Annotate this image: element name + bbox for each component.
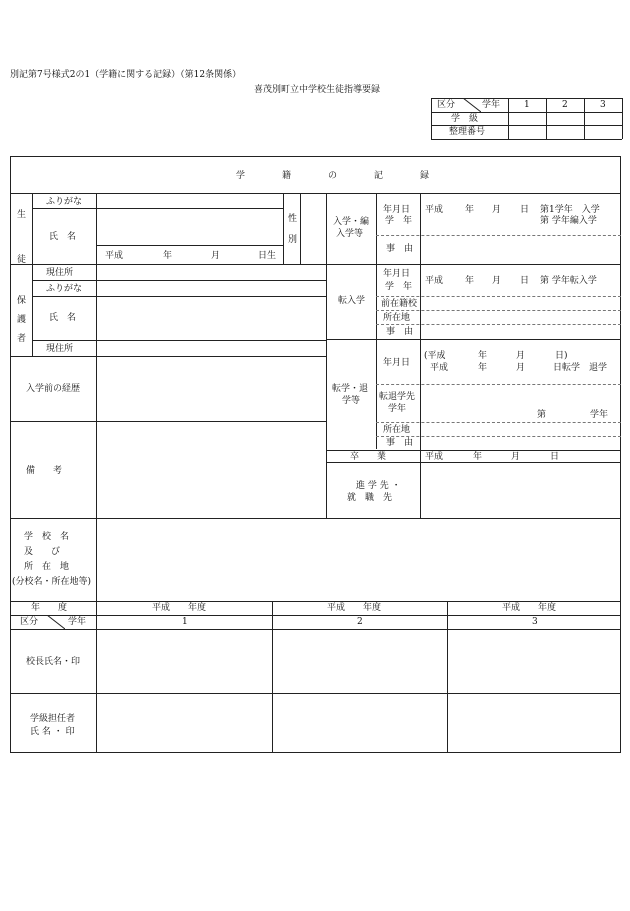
birth-day: 日生	[258, 251, 277, 261]
transfer-out-year-2: 年	[478, 363, 488, 373]
bottom-gakunen-label: 学年	[68, 617, 87, 627]
bottom-year-3: 3	[532, 617, 538, 627]
school-label-2: 及 び	[24, 547, 61, 557]
transfer-dest-grade-label: 学年	[388, 404, 407, 414]
notes-label: 備 考	[26, 466, 63, 476]
transfer-out-reason-label: 事 由	[386, 438, 414, 448]
transfer-out-date-label: 年月日	[383, 358, 411, 368]
transfer-dest-grade-prefix: 第	[537, 410, 547, 420]
form-reference: 別記第7号様式2の1（学籍に関する記録）（第12条関係）	[10, 70, 242, 80]
nendo-year-2: 平成 年度	[327, 603, 382, 613]
graduation-month: 月	[511, 452, 521, 462]
admission-label-2: 入学等	[336, 229, 364, 239]
principal-label: 校長氏名・印	[26, 657, 81, 667]
admission-grade-1: 第1学年 入学	[540, 205, 600, 215]
transfer-in-month: 月	[492, 276, 502, 286]
form-title: 学 籍 の 記 録	[236, 171, 444, 181]
birth-year: 年	[163, 251, 173, 261]
year-1-header: 1	[524, 100, 530, 110]
graduation-day: 日	[550, 452, 560, 462]
transfer-in-location-label: 所在地	[383, 313, 411, 323]
kubun-label: 区分	[437, 100, 456, 110]
transfer-out-year-1: 年	[478, 351, 488, 361]
nendo-year-1: 平成 年度	[152, 603, 207, 613]
transfer-dest-label: 転退学先	[379, 392, 416, 402]
guardian-label-3: 者	[17, 334, 27, 344]
teacher-label-2: 氏 名 ・ 印	[30, 727, 75, 737]
sex-label-2: 別	[288, 235, 298, 245]
bottom-year-1: 1	[182, 617, 188, 627]
gakunen-label: 学年	[482, 100, 501, 110]
guardian-label-1: 保	[17, 296, 27, 306]
transfer-in-grade: 第 学年転入学	[540, 276, 597, 286]
transfer-in-reason-label: 事 由	[386, 327, 414, 337]
sex-label-1: 性	[288, 214, 298, 224]
guardian-furigana-label: ふりがな	[46, 284, 83, 294]
transfer-out-era-1: (平成	[424, 351, 446, 361]
transfer-in-year: 年	[465, 276, 475, 286]
transfer-out-month-1: 月	[516, 351, 526, 361]
year-3-header: 3	[600, 100, 606, 110]
class-label: 学 級	[451, 114, 479, 124]
transfer-out-month-2: 月	[516, 363, 526, 373]
student-label-1: 生	[17, 210, 27, 220]
birth-era: 平成	[105, 251, 124, 261]
admission-transfer-grade: 第 学年編入学	[540, 216, 597, 226]
diagonal-divider	[47, 615, 65, 629]
bottom-year-2: 2	[357, 617, 363, 627]
transfer-out-day-1: 日)	[555, 351, 568, 361]
document-title: 喜茂別町立中学校生徒指導要録	[254, 85, 381, 95]
graduation-era: 平成	[425, 452, 444, 462]
transfer-out-era-2: 平成	[430, 363, 449, 373]
number-label: 整理番号	[449, 127, 486, 137]
transfer-out-label-1: 転学・退	[332, 384, 369, 394]
transfer-dest-grade-suffix: 学年	[590, 410, 609, 420]
year-2-header: 2	[562, 100, 568, 110]
teacher-label-1: 学級担任者	[30, 714, 76, 724]
career-label-1: 進 学 先 ・	[356, 481, 401, 491]
prior-history-label: 入学前の経歴	[26, 384, 81, 394]
transfer-out-label-2: 学等	[342, 396, 361, 406]
school-label-1: 学 校 名	[24, 532, 70, 542]
nendo-label: 年 度	[31, 603, 68, 613]
transfer-out-location-label: 所在地	[383, 425, 411, 435]
transfer-in-day: 日	[520, 276, 530, 286]
student-furigana-label: ふりがな	[46, 197, 83, 207]
transfer-out-type: 日転学 退学	[553, 363, 608, 373]
admission-label-1: 入学・編	[333, 217, 370, 227]
student-label-2: 徒	[17, 255, 27, 265]
transfer-in-label: 転入学	[338, 296, 366, 306]
guardian-label-2: 護	[17, 315, 27, 325]
admission-reason-label: 事 由	[386, 244, 414, 254]
student-address-label: 現住所	[46, 268, 74, 278]
admission-date-label: 年月日	[383, 205, 411, 215]
guardian-address-label: 現住所	[46, 344, 74, 354]
admission-month: 月	[492, 205, 502, 215]
diagonal-divider	[463, 98, 481, 112]
birth-month: 月	[211, 251, 221, 261]
student-name-label: 氏 名	[49, 232, 77, 242]
graduation-label: 卒 業	[350, 452, 387, 462]
admission-year: 年	[465, 205, 475, 215]
school-label-4: (分校名・所在地等)	[12, 577, 92, 587]
admission-day: 日	[520, 205, 530, 215]
bottom-kubun-label: 区分	[20, 617, 39, 627]
transfer-in-era: 平成	[425, 276, 444, 286]
admission-grade-label: 学 年	[385, 216, 413, 226]
admission-era: 平成	[425, 205, 444, 215]
prev-school-label: 前在籍校	[381, 299, 418, 309]
guardian-name-label: 氏 名	[49, 313, 77, 323]
transfer-in-date-label: 年月日	[383, 269, 411, 279]
graduation-year: 年	[473, 452, 483, 462]
school-label-3: 所 在 地	[24, 562, 70, 572]
nendo-year-3: 平成 年度	[502, 603, 557, 613]
career-label-2: 就 職 先	[347, 493, 393, 503]
transfer-in-grade-label: 学 年	[385, 282, 413, 292]
